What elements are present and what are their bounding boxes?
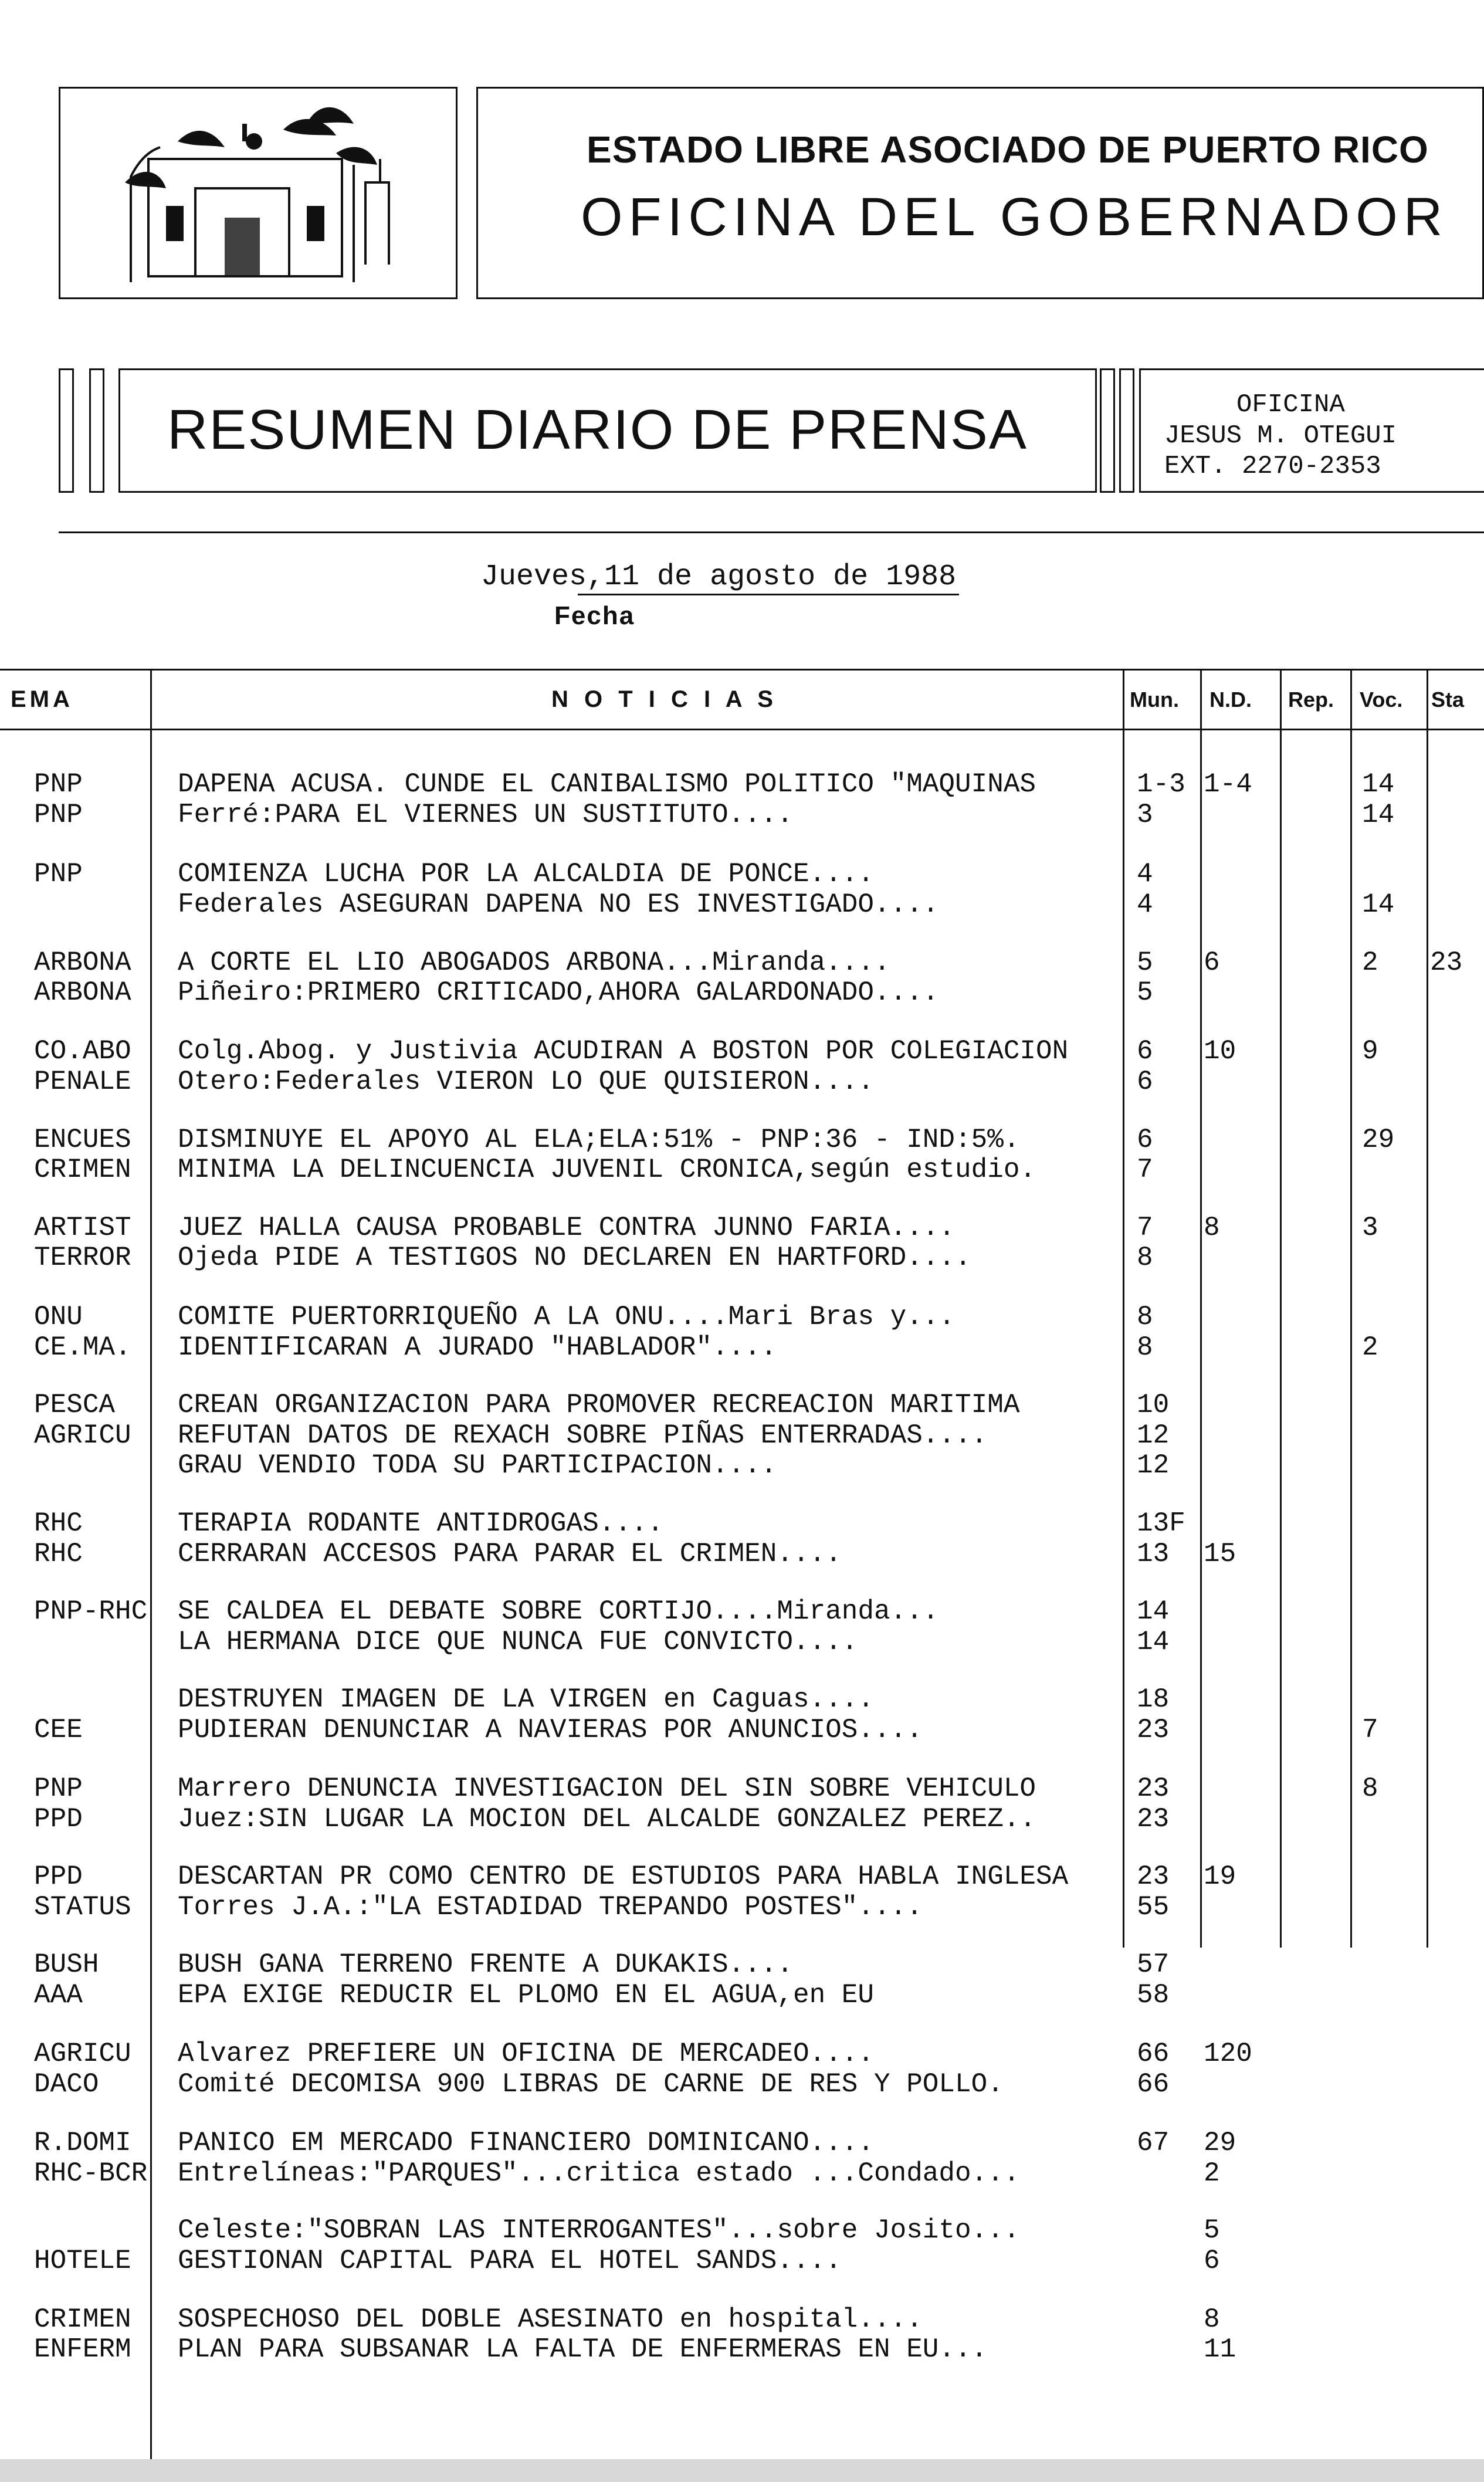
row-9-mun: 6	[1137, 1125, 1153, 1155]
col-header-noticias: N O T I C I A S	[551, 686, 778, 712]
row-28-tema: BUSH	[34, 1949, 99, 1980]
bottom-gray-band	[0, 2459, 1484, 2482]
row-28-noticia: BUSH GANA TERRENO FRENTE A DUKAKIS....	[178, 1949, 793, 1980]
row-10-mun: 7	[1137, 1154, 1153, 1185]
row-6-mun: 5	[1137, 977, 1153, 1008]
row-24-mun: 23	[1137, 1773, 1170, 1804]
right-bar-2	[1119, 368, 1134, 493]
seal-logo-box	[59, 87, 458, 299]
col-divider-noticias	[1123, 669, 1124, 1948]
row-23-noticia: PUDIERAN DENUNCIAR A NAVIERAS POR ANUNCIOS....	[178, 1715, 923, 1745]
oficina-name: JESUS M. OTEGUI	[1164, 421, 1397, 451]
row-12-noticia: Ojeda PIDE A TESTIGOS NO DECLAREN EN HARTFORD....	[178, 1242, 971, 1273]
header-divider	[59, 531, 1484, 533]
row-20-mun: 14	[1137, 1596, 1170, 1627]
state-title: ESTADO LIBRE ASOCIADO DE PUERTO RICO	[587, 128, 1429, 171]
row-18-tema: RHC	[34, 1508, 83, 1539]
row-22-noticia: DESTRUYEN IMAGEN DE LA VIRGEN en Caguas....	[178, 1684, 874, 1715]
row-11-nd: 8	[1204, 1213, 1220, 1243]
row-5-voc: 2	[1362, 947, 1378, 978]
row-17-mun: 12	[1137, 1450, 1170, 1481]
row-19-nd: 15	[1204, 1539, 1236, 1569]
row-12-tema: TERROR	[34, 1242, 131, 1273]
table-top-rule	[0, 669, 1484, 671]
row-35-tema: HOTELE	[34, 2246, 131, 2276]
row-14-mun: 8	[1137, 1332, 1153, 1363]
row-30-mun: 66	[1137, 2039, 1170, 2069]
row-32-nd: 29	[1204, 2128, 1236, 2158]
row-36-nd: 8	[1204, 2304, 1220, 2335]
col-divider-voc	[1427, 669, 1428, 1948]
left-bar-2	[89, 368, 104, 493]
date-value: Jueves,11 de agosto de 1988	[481, 560, 957, 594]
row-11-tema: ARTIST	[34, 1213, 131, 1243]
row-33-nd: 2	[1204, 2158, 1220, 2189]
row-23-tema: CEE	[34, 1715, 83, 1745]
row-2-mun: 3	[1137, 800, 1153, 830]
row-20-tema: PNP-RHC	[34, 1596, 148, 1627]
row-9-noticia: DISMINUYE EL APOYO AL ELA;ELA:51% - PNP:36 - IND:5%.	[178, 1125, 1020, 1155]
row-5-mun: 5	[1137, 947, 1153, 978]
row-35-noticia: GESTIONAN CAPITAL PARA EL HOTEL SANDS....	[178, 2246, 842, 2276]
row-2-noticia: Ferré:PARA EL VIERNES UN SUSTITUTO....	[178, 800, 793, 830]
date-label: Fecha	[554, 601, 635, 630]
col-header-star: Sta	[1431, 688, 1465, 712]
row-4-voc: 14	[1362, 889, 1395, 920]
row-1-nd: 1-4	[1204, 769, 1252, 800]
date-underline	[578, 594, 959, 595]
row-1-voc: 14	[1362, 769, 1395, 800]
row-5-star: 23	[1430, 947, 1463, 978]
row-26-noticia: DESCARTAN PR COMO CENTRO DE ESTUDIOS PARA HABLA INGLESA	[178, 1861, 1069, 1892]
row-19-tema: RHC	[34, 1539, 83, 1569]
oficina-label: OFICINA	[1236, 390, 1345, 419]
col-header-nd: N.D.	[1209, 688, 1252, 712]
row-7-nd: 10	[1204, 1036, 1236, 1066]
row-16-mun: 12	[1137, 1420, 1170, 1451]
row-24-voc: 8	[1362, 1773, 1378, 1804]
row-5-noticia: A CORTE EL LIO ABOGADOS ARBONA...Miranda....	[178, 947, 890, 978]
row-19-noticia: CERRARAN ACCESOS PARA PARAR EL CRIMEN....	[178, 1539, 842, 1569]
row-31-noticia: Comité DECOMISA 900 LIBRAS DE CARNE DE RES Y POLLO.	[178, 2069, 1004, 2100]
row-26-tema: PPD	[34, 1861, 83, 1892]
left-bar-1	[59, 368, 74, 493]
row-8-noticia: Otero:Federales VIERON LO QUE QUISIERON....	[178, 1066, 874, 1097]
row-1-noticia: DAPENA ACUSA. CUNDE EL CANIBALISMO POLITICO "MAQUINAS	[178, 769, 1036, 800]
row-7-tema: CO.ABO	[34, 1036, 131, 1066]
row-31-mun: 66	[1137, 2069, 1170, 2100]
building-illustration-icon	[60, 89, 456, 297]
row-31-tema: DACO	[34, 2069, 99, 2100]
row-18-mun: 13F	[1137, 1508, 1185, 1539]
row-1-mun: 1-3	[1137, 769, 1185, 800]
row-13-noticia: COMITE PUERTORRIQUEÑO A LA ONU....Mari Bras y...	[178, 1302, 956, 1332]
row-36-tema: CRIMEN	[34, 2304, 131, 2335]
row-20-noticia: SE CALDEA EL DEBATE SOBRE CORTIJO....Miranda...	[178, 1596, 939, 1627]
row-25-tema: PPD	[34, 1804, 83, 1834]
col-header-mun: Mun.	[1130, 688, 1179, 712]
row-37-noticia: PLAN PARA SUBSANAR LA FALTA DE ENFERMERAS EN EU...	[178, 2334, 988, 2365]
row-17-noticia: GRAU VENDIO TODA SU PARTICIPACION....	[178, 1450, 777, 1481]
row-10-noticia: MINIMA LA DELINCUENCIA JUVENIL CRONICA,según estudio.	[178, 1154, 1036, 1185]
row-5-tema: ARBONA	[34, 947, 131, 978]
row-11-noticia: JUEZ HALLA CAUSA PROBABLE CONTRA JUNNO FARIA....	[178, 1213, 956, 1243]
row-11-mun: 7	[1137, 1213, 1153, 1243]
row-26-mun: 23	[1137, 1861, 1170, 1892]
row-1-tema: PNP	[34, 769, 83, 800]
row-27-noticia: Torres J.A.:"LA ESTADIDAD TREPANDO POSTES"....	[178, 1892, 923, 1922]
row-21-noticia: LA HERMANA DICE QUE NUNCA FUE CONVICTO....	[178, 1627, 858, 1657]
row-36-noticia: SOSPECHOSO DEL DOBLE ASESINATO en hospital....	[178, 2304, 923, 2335]
col-divider-nd	[1280, 669, 1282, 1948]
row-3-mun: 4	[1137, 859, 1153, 889]
row-7-voc: 9	[1362, 1036, 1378, 1066]
row-16-tema: AGRICU	[34, 1420, 131, 1451]
col-header-voc: Voc.	[1360, 688, 1403, 712]
col-header-rep: Rep.	[1288, 688, 1334, 712]
row-6-noticia: Piñeiro:PRIMERO CRITICADO,AHORA GALARDONADO....	[178, 977, 939, 1008]
row-8-tema: PENALE	[34, 1066, 131, 1097]
oficina-ext: EXT. 2270-2353	[1164, 452, 1381, 481]
right-bar-1	[1100, 368, 1115, 493]
row-4-mun: 4	[1137, 889, 1153, 920]
row-13-mun: 8	[1137, 1302, 1153, 1332]
row-19-mun: 13	[1137, 1539, 1170, 1569]
row-23-voc: 7	[1362, 1715, 1378, 1745]
row-26-nd: 19	[1204, 1861, 1236, 1892]
row-32-mun: 67	[1137, 2128, 1170, 2158]
row-29-tema: AAA	[34, 1980, 83, 2010]
row-8-mun: 6	[1137, 1066, 1153, 1097]
row-37-nd: 11	[1204, 2334, 1236, 2365]
row-23-mun: 23	[1137, 1715, 1170, 1745]
row-34-noticia: Celeste:"SOBRAN LAS INTERROGANTES"...sobre Josito...	[178, 2215, 1020, 2246]
row-29-noticia: EPA EXIGE REDUCIR EL PLOMO EN EL AGUA,en EU	[178, 1980, 874, 2010]
table-header-rule	[0, 729, 1484, 730]
resumen-title: RESUMEN DIARIO DE PRENSA	[167, 398, 1028, 461]
row-15-mun: 10	[1137, 1390, 1170, 1420]
row-2-voc: 14	[1362, 800, 1395, 830]
row-18-noticia: TERAPIA RODANTE ANTIDROGAS....	[178, 1508, 664, 1539]
row-12-mun: 8	[1137, 1242, 1153, 1273]
row-28-mun: 57	[1137, 1949, 1170, 1980]
row-25-mun: 23	[1137, 1804, 1170, 1834]
row-5-nd: 6	[1204, 947, 1220, 978]
row-3-tema: PNP	[34, 859, 83, 889]
row-33-tema: RHC-BCR	[34, 2158, 148, 2189]
row-14-noticia: IDENTIFICARAN A JURADO "HABLADOR"....	[178, 1332, 777, 1363]
row-10-tema: CRIMEN	[34, 1154, 131, 1185]
row-25-noticia: Juez:SIN LUGAR LA MOCION DEL ALCALDE GONZALEZ PEREZ..	[178, 1804, 1036, 1834]
col-divider-mun	[1200, 669, 1202, 1948]
row-9-voc: 29	[1362, 1125, 1395, 1155]
row-14-tema: CE.MA.	[34, 1332, 131, 1363]
row-34-nd: 5	[1204, 2215, 1220, 2246]
row-2-tema: PNP	[34, 800, 83, 830]
row-27-tema: STATUS	[34, 1892, 131, 1922]
col-divider-rep	[1350, 669, 1352, 1948]
row-30-nd: 120	[1204, 2039, 1252, 2069]
row-24-tema: PNP	[34, 1773, 83, 1804]
row-14-voc: 2	[1362, 1332, 1378, 1363]
row-33-noticia: Entrelíneas:"PARQUES"...critica estado ...Condado...	[178, 2158, 1020, 2189]
row-7-mun: 6	[1137, 1036, 1153, 1066]
row-24-noticia: Marrero DENUNCIA INVESTIGACION DEL SIN SOBRE VEHICULO	[178, 1773, 1036, 1804]
row-22-mun: 18	[1137, 1684, 1170, 1715]
row-9-tema: ENCUES	[34, 1125, 131, 1155]
row-16-noticia: REFUTAN DATOS DE REXACH SOBRE PIÑAS ENTERRADAS....	[178, 1420, 988, 1451]
row-15-noticia: CREAN ORGANIZACION PARA PROMOVER RECREACION MARITIMA	[178, 1390, 1020, 1420]
row-11-voc: 3	[1362, 1213, 1378, 1243]
row-32-noticia: PANICO EM MERCADO FINANCIERO DOMINICANO....	[178, 2128, 874, 2158]
col-divider-tema	[150, 669, 152, 2482]
row-27-mun: 55	[1137, 1892, 1170, 1922]
row-37-tema: ENFERM	[34, 2334, 131, 2365]
row-29-mun: 58	[1137, 1980, 1170, 2010]
col-header-tema: EMA	[11, 686, 73, 712]
row-30-tema: AGRICU	[34, 2039, 131, 2069]
row-30-noticia: Alvarez PREFIERE UN OFICINA DE MERCADEO....	[178, 2039, 874, 2069]
row-3-noticia: COMIENZA LUCHA POR LA ALCALDIA DE PONCE....	[178, 859, 874, 889]
row-4-noticia: Federales ASEGURAN DAPENA NO ES INVESTIGADO....	[178, 889, 939, 920]
row-32-tema: R.DOMI	[34, 2128, 131, 2158]
office-title: OFICINA DEL GOBERNADOR	[581, 187, 1449, 247]
row-6-tema: ARBONA	[34, 977, 131, 1008]
row-13-tema: ONU	[34, 1302, 83, 1332]
row-21-mun: 14	[1137, 1627, 1170, 1657]
row-7-noticia: Colg.Abog. y Justivia ACUDIRAN A BOSTON POR COLEGIACION	[178, 1036, 1069, 1066]
row-15-tema: PESCA	[34, 1390, 116, 1420]
row-35-nd: 6	[1204, 2246, 1220, 2276]
